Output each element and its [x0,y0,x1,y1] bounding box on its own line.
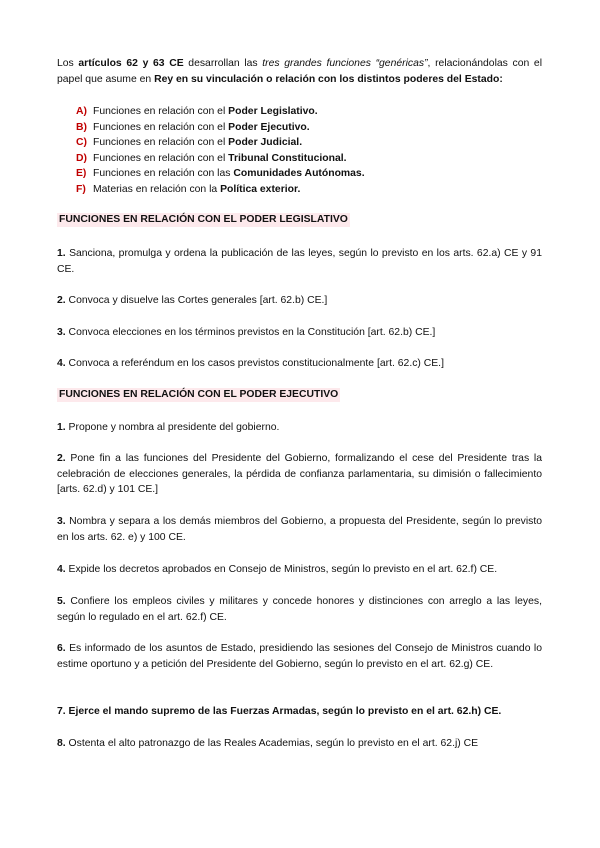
ejecutivo-item-3 [57,514,542,545]
list-letter: B) [76,121,87,133]
list-letter: D) [76,152,87,164]
item-number: 4. [57,358,66,369]
intro-paragraph [57,56,542,87]
list-text: Funciones en relación con el [93,106,229,117]
list-item [76,120,516,136]
item-text: Es informado de los asuntos de Estado, presidiendo las sesiones del Consejo de Ministros cuando lo estime oportuno y a petición del Presidente del Gobierno, según lo previsto en el art. 62.g) CE. [57,643,542,670]
intro-bold-end: Rey en su vinculación o relación con los distintos poderes del Estado: [154,73,503,85]
list-letter: E) [76,168,87,179]
intro-text-3: , relacionándolas con el papel que asume en [57,58,542,85]
item-text: Sanciona, promulga y ordena la publicación de las leyes, según lo previsto en los arts. 62.a) CE y 91 CE. [57,248,542,275]
list-letter: F) [76,183,86,195]
ejecutivo-item-8 [57,736,542,752]
list-item [76,151,516,167]
ejecutivo-item-6 [57,641,542,672]
list-letter: A) [76,106,87,117]
legislativo-item-4 [57,356,542,372]
item-text: Nombra y separa a los demás miembros del Gobierno, a propuesta del Presidente, según lo previsto en los arts. 62. e) y 100 CE. [57,516,542,543]
item-number: 5. [57,596,66,607]
list-bold: Comunidades Autónomas. [233,168,365,179]
section-heading-legislativo: FUNCIONES EN RELACIÓN CON EL PODER LEGISLATIVO [59,214,348,225]
list-text: Materias en relación con la [93,183,221,195]
item-number: 2. [57,295,66,306]
item-number: 2. [57,453,66,464]
item-number: 7. [57,706,66,717]
item-number: 8. [57,738,66,749]
list-bold: Poder Legislativo. [228,106,318,117]
intro-articles: artículos 62 y 63 CE [78,58,184,69]
intro-functions-italic: tres grandes funciones “genéricas” [262,58,428,69]
legislativo-item-1 [57,246,542,277]
intro-text-2: desarrollan las [183,58,263,69]
item-number: 3. [57,516,66,527]
item-number: 1. [57,248,66,259]
list-bold: Poder Judicial. [228,137,303,148]
list-bold: Tribunal Constitucional. [228,152,347,164]
item-text: Ejerce el mando supremo de las Fuerzas Armadas, según lo previsto en el art. 62.h) CE. [65,706,502,717]
list-text: Funciones en relación con el [93,137,229,148]
list-bold: Política exterior. [220,183,301,195]
list-item [76,104,516,120]
legislativo-item-3 [57,325,542,341]
item-text: Propone y nombra al presidente del gobierno. [65,422,280,433]
list-item [76,135,516,151]
list-item [76,166,516,182]
item-number: 6. [57,643,66,654]
item-text: Convoca a referéndum en los casos previstos constitucionalmente [art. 62.c) CE.] [65,358,444,369]
functions-list [76,104,516,197]
item-text: Expide los decretos aprobados en Consejo de Ministros, según lo previsto en el art. 62.f) CE. [65,564,498,575]
legislativo-item-2 [57,293,542,309]
list-item [76,182,516,198]
item-number: 3. [57,327,66,338]
section-heading-ejecutivo: FUNCIONES EN RELACIÓN CON EL PODER EJECUTIVO [59,389,339,400]
item-text: Confiere los empleos civiles y militares y concede honores y distinciones con arreglo a las leyes, según lo regulado en el art. 62.f) CE. [57,596,542,623]
item-text: Ostenta el alto patronazgo de las Reales Academias, según lo previsto en el art. 62.j) CE [65,738,479,749]
ejecutivo-item-7 [57,704,542,720]
item-text: Pone fin a las funciones del Presidente del Gobierno, formalizando el cese del Presidente tras la celebración de elecciones generales, la pérdida de confianza parlamentaria, su dimisión o fallecimiento [arts. 62.d) y 101 CE.] [57,453,542,495]
ejecutivo-item-5 [57,594,542,625]
item-text: Convoca y disuelve las Cortes generales [art. 62.b) CE.] [65,295,328,306]
intro-text-1: Los [57,58,79,69]
list-text: Funciones en relación con el [93,121,229,133]
list-text: Funciones en relación con las [93,168,234,179]
ejecutivo-item-4 [57,562,542,578]
item-number: 4. [57,564,66,575]
list-letter: C) [76,137,87,148]
item-text: Convoca elecciones en los términos previstos en la Constitución [art. 62.b) CE.] [65,327,436,338]
list-bold: Poder Ejecutivo. [228,121,310,133]
list-text: Funciones en relación con el [93,152,229,164]
ejecutivo-item-2 [57,451,542,498]
ejecutivo-item-1 [57,420,542,436]
item-number: 1. [57,422,66,433]
